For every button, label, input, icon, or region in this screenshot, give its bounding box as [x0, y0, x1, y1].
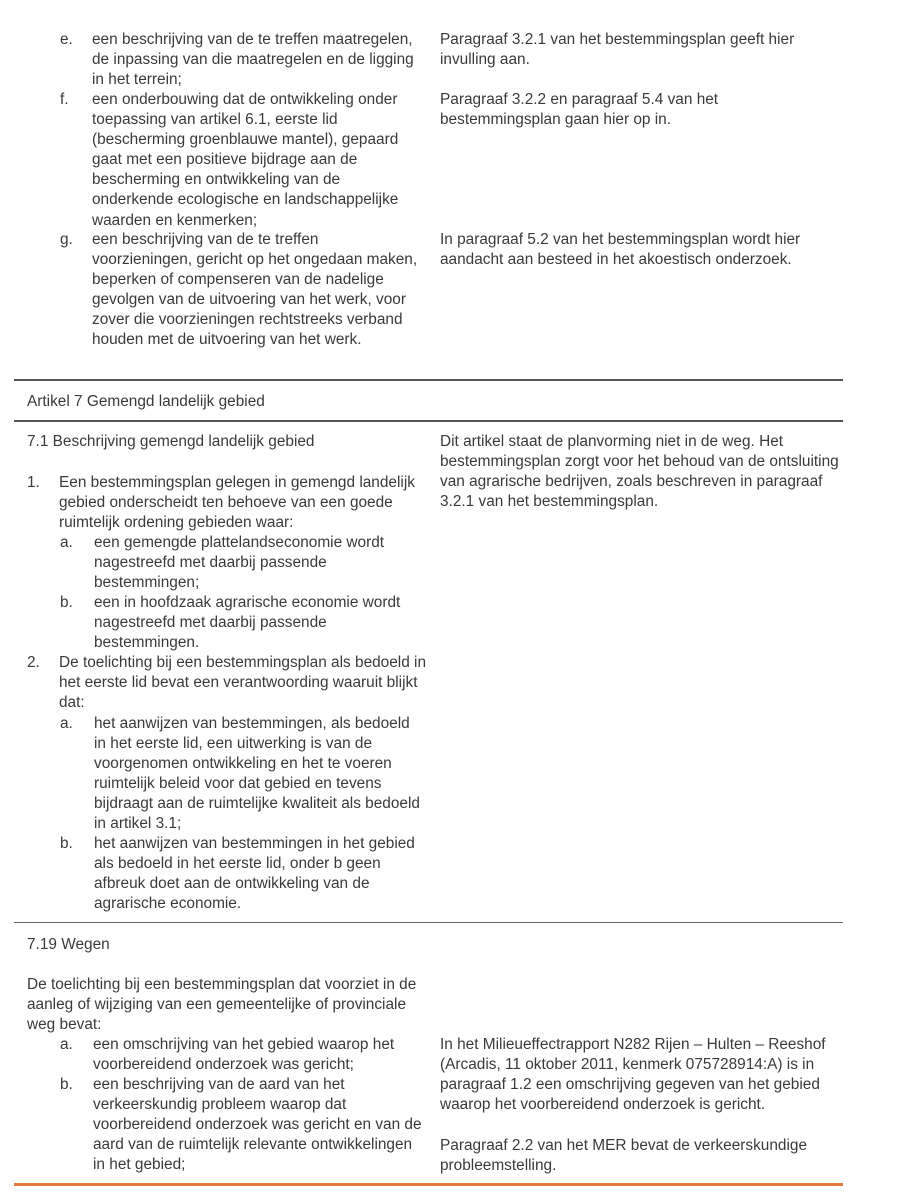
footer-divider: [14, 1183, 843, 1186]
list-item: [60, 593, 430, 653]
list-marker: 2.: [27, 654, 40, 671]
article-heading: Artikel 7 Gemengd landelijk gebied: [27, 393, 265, 410]
list-marker: g.: [60, 231, 73, 248]
list-text: een beschrijving van de aard van het verkeerskundig probleem waarop dat voorbereidend onderzoek was gericht en van de aard van de ruimtelijk relevante ontwikkelingen in het gebied;: [93, 1076, 422, 1174]
list-marker: f.: [60, 91, 69, 108]
divider: [14, 379, 843, 381]
explanation-note: In het Milieueffectrapport N282 Rijen – Hulten – Reeshof (Arcadis, 11 oktober 2011, kenmerk 075728914:A) is in paragraaf 1.2 een omschrijving gegeven van het gebied waarop het voorbereidend onderzoek is gericht.: [440, 1036, 826, 1114]
list-text: een beschrijving van de te treffen maatregelen, de inpassing van die maatregelen en de ligging in het terrein;: [92, 31, 414, 89]
explanation-note: Paragraaf 3.2.1 van het bestemmingsplan geeft hier invulling aan.: [440, 31, 795, 69]
list-text: een in hoofdzaak agrarische economie wordt nagestreefd met daarbij passende bestemmingen.: [94, 594, 401, 652]
section-intro: De toelichting bij een bestemmingsplan dat voorziet in de aanleg of wijziging van een gemeentelijke of provinciale weg bevat:: [27, 976, 417, 1034]
explanation-note: Paragraaf 2.2 van het MER bevat de verkeerskundige probleemstelling.: [440, 1137, 808, 1175]
list-item: [60, 1075, 430, 1175]
list-item: [27, 653, 437, 713]
section-heading: 7.1 Beschrijving gemengd landelijk gebied: [27, 433, 315, 450]
section-heading: 7.19 Wegen: [27, 936, 110, 953]
list-marker: e.: [60, 31, 73, 48]
list-marker: b.: [60, 1076, 73, 1093]
list-marker: a.: [60, 1036, 73, 1053]
list-item: [60, 1035, 430, 1075]
list-item: [60, 714, 430, 834]
list-marker: a.: [60, 534, 73, 551]
list-item: [60, 230, 430, 370]
list-text: een onderbouwing dat de ontwikkeling onder toepassing van artikel 6.1, eerste lid (bescherming groenblauwe mantel), gepaard gaat met een positieve bijdrage aan de bescherming en ontwikkeling van de onderkende ecologische en landschappelijke waarden en kenmerken;: [92, 91, 399, 229]
explanation-note: In paragraaf 5.2 van het bestemmingsplan wordt hier aandacht aan besteed in het akoestisch onderzoek.: [440, 231, 801, 269]
list-marker: a.: [60, 715, 73, 732]
list-marker: 1.: [27, 474, 40, 491]
list-text: De toelichting bij een bestemmingsplan als bedoeld in het eerste lid bevat een verantwoording waaruit blijkt dat:: [59, 654, 427, 712]
list-text: een omschrijving van het gebied waarop het voorbereidend onderzoek was gericht;: [93, 1036, 395, 1074]
list-item: [60, 90, 430, 230]
list-item: [27, 473, 437, 533]
divider: [14, 922, 843, 923]
explanation-note: Dit artikel staat de planvorming niet in de weg. Het bestemmingsplan zorgt voor het behoud van de ontsluiting van agrarische bedrijven, zoals beschreven in paragraaf 3.2.1 van het bestemmingsplan.: [440, 433, 839, 511]
list-item: [60, 30, 430, 90]
list-marker: b.: [60, 835, 73, 852]
list-marker: b.: [60, 594, 73, 611]
list-text: een gemengde plattelandseconomie wordt nagestreefd met daarbij passende bestemmingen;: [94, 534, 385, 592]
list-item: [60, 533, 430, 593]
list-text: een beschrijving van de te treffen voorzieningen, gericht op het ongedaan maken, beperken of compenseren van de nadelige gevolgen van de uitvoering van het werk, voor zover die voorzieningen rechtstreeks verband houden met de uitvoering van het werk.: [92, 231, 418, 349]
explanation-note: Paragraaf 3.2.2 en paragraaf 5.4 van het bestemmingsplan gaan hier op in.: [440, 91, 719, 129]
divider: [14, 420, 843, 422]
list-item: [60, 834, 435, 914]
list-text: het aanwijzen van bestemmingen, als bedoeld in het eerste lid, een uitwerking is van de voorgenomen ontwikkeling en het te voeren ruimtelijk beleid voor dat gebied en tevens bijdraagt aan de ruimtelijke kwaliteit als bedoeld in artikel 3.1;: [94, 715, 420, 833]
list-text: het aanwijzen van bestemmingen in het gebied als bedoeld in het eerste lid, onder b geen afbreuk doet aan de ontwikkeling van de agrarische economie.: [94, 835, 415, 913]
list-text: Een bestemmingsplan gelegen in gemengd landelijk gebied onderscheidt ten behoeve van een goede ruimtelijk ordening gebieden waar:: [59, 474, 415, 532]
